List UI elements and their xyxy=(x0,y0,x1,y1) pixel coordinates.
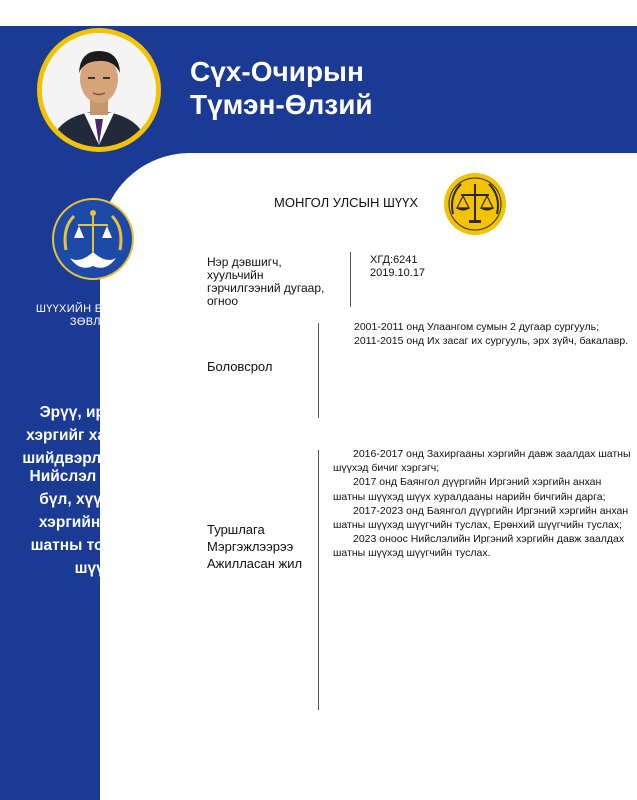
education-label: Боловсрол xyxy=(207,359,273,374)
portrait-frame xyxy=(37,28,161,152)
divider xyxy=(318,450,319,710)
avatar xyxy=(42,33,156,147)
judicial-council-emblem-icon xyxy=(52,198,134,280)
experience-list xyxy=(333,447,631,561)
person-name-line2: Түмэн-Өлзий xyxy=(190,89,373,120)
certificate-label: Нэр дэвшигч, хуульчийн гэрчилгээний дугаар, огноо xyxy=(207,255,325,308)
certificate-values xyxy=(370,254,425,280)
list-item: 2001-2011 онд Улаангом сумын 2 дугаар сургууль; xyxy=(354,321,600,333)
judicial-council-name: ШҮҮХИЙН ЕРӨНХИЙ ЗӨВЛӨЛ xyxy=(35,303,152,328)
experience-label: Туршлага Мэргэжлээрээ Ажилласан жил xyxy=(207,522,303,571)
divider xyxy=(318,323,319,418)
divider xyxy=(350,252,351,307)
court-emblem-icon xyxy=(443,172,507,236)
list-item: 2023 оноос Нийслэлийн Иргэний хэргийн давж заалдах шатны шүүхэд шүүгчийн туслах. xyxy=(333,533,625,560)
person-name-line1: Сүх-Очирын xyxy=(190,56,364,87)
list-item: 2017 онд Баянгол дүүргийн Иргэний хэргийн анхан шатны шүүхэд шүүх хуралдааны нарийн бичгийн дарга; xyxy=(333,476,606,503)
judge-court: Нийслэл дэх Гэр бүл, хүүхдийн хэргийн анхан шатны тойргийн шүүх xyxy=(29,468,159,577)
certificate-number: ХГД:6241 xyxy=(370,254,418,266)
list-item: 2017-2023 онд Баянгол дүүргийн Иргэний хэргийн анхан шатны шүүхэд шүүгчийн туслах, Ерөнхий шүүгчийн туслах; xyxy=(333,504,629,532)
list-item: 2016-2017 онд Захиргааны хэргийн давж заалдах шатны шүүхэд бичиг хэргэгч; xyxy=(333,448,631,475)
education-list xyxy=(334,320,629,348)
judge-type: Эрүү, иргэний хэргийг харьялан шийдвэрлэх шүүх, xyxy=(22,404,166,467)
court-title: МОНГОЛ УЛСЫН ШҮҮХ xyxy=(274,195,419,210)
list-item: 2011-2015 онд Их засаг их сургууль, эрх зүйч, бакалавр. xyxy=(354,335,629,347)
certificate-date: 2019.10.17 xyxy=(370,267,426,279)
